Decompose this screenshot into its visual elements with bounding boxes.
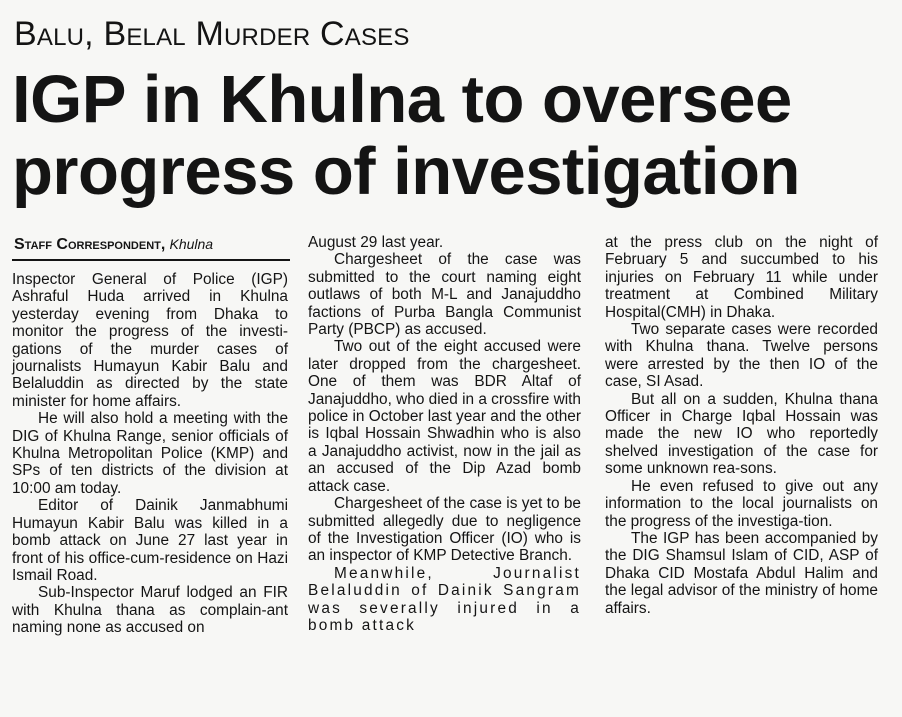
column-3	[605, 234, 878, 617]
byline-location: Khulna	[169, 236, 214, 252]
paragraph: August 29 last year.	[308, 234, 444, 251]
paragraph: Two out of the eight accused were later dropped from the chargesheet. One of them was BDR Altaf of Janajuddho, who died in a crossfire with police in October last year and the other is Iqbal Hossain Shwadhin who is also a Janajuddho activist, now in the jail as an accused of the Dip Azad bomb attack case.	[308, 338, 581, 495]
paragraph: Inspector General of Police (IGP) Ashraful Huda arrived in Khulna yesterday evening from Dhaka to monitor the progress of the investi-gations of the murder cases of journalists Humayun Kabir Balu and Belaluddin as directed by the state minister for home affairs.	[12, 271, 288, 410]
paragraph: at the press club on the night of February 5 and succumbed to his injuries on February 11 while under treatment at Combined Military Hospital(CMH) in Dhaka.	[605, 234, 878, 321]
paragraph: The IGP has been accompanied by the DIG Shamsul Islam of CID, ASP of Dhaka CID Mostafa Abdul Halim and the legal advisor of the ministry of home affairs.	[605, 529, 878, 617]
paragraph: Chargesheet of the case is yet to be submitted allegedly due to negligence of the Investigation Officer (IO) who is an inspector of KMP Detective Branch.	[308, 495, 581, 565]
byline-rule	[12, 259, 290, 261]
column-1	[12, 271, 288, 637]
headline: IGP in Khulna to oversee progress of investigation	[12, 62, 800, 209]
byline-author: Staff Correspondent,	[14, 236, 166, 253]
paragraph: Two separate cases were recorded with Khulna thana. Twelve persons were arrested by the then IO of the case, SI Asad.	[605, 321, 878, 391]
paragraph: He will also hold a meeting with the DIG of Khulna Range, senior officials of Khulna Metropolitan Police (KMP) and SPs of ten districts of the division at 10:00 am today.	[12, 410, 288, 497]
kicker: Balu, Belal Murder Cases	[14, 15, 410, 53]
paragraph: Chargesheet of the case was submitted to the court naming eight outlaws of both M-L and Janajuddho factions of Purba Bangla Communist Party (PBCP) as accused.	[308, 251, 581, 339]
paragraph: Sub-Inspector Maruf lodged an FIR with Khulna thana as complain-ant naming none as accused on	[12, 584, 288, 637]
paragraph: Meanwhile, Journalist Belaluddin of Dainik Sangram was severally injured in a bomb attack	[308, 564, 581, 634]
paragraph: He even refused to give out any information to the local journalists on the progress of the investiga-tion.	[605, 477, 878, 530]
byline	[14, 235, 284, 254]
column-2	[308, 234, 581, 634]
paragraph: But all on a sudden, Khulna thana Officer in Charge Iqbal Hossain was made the new IO who reportedly shelved investigation of the case for some unknown rea-sons.	[605, 390, 878, 478]
paragraph: Editor of Dainik Janmabhumi Humayun Kabir Balu was killed in a bomb attack on June 27 last year in front of his office-cum-residence on Hazi Ismail Road.	[12, 497, 288, 584]
